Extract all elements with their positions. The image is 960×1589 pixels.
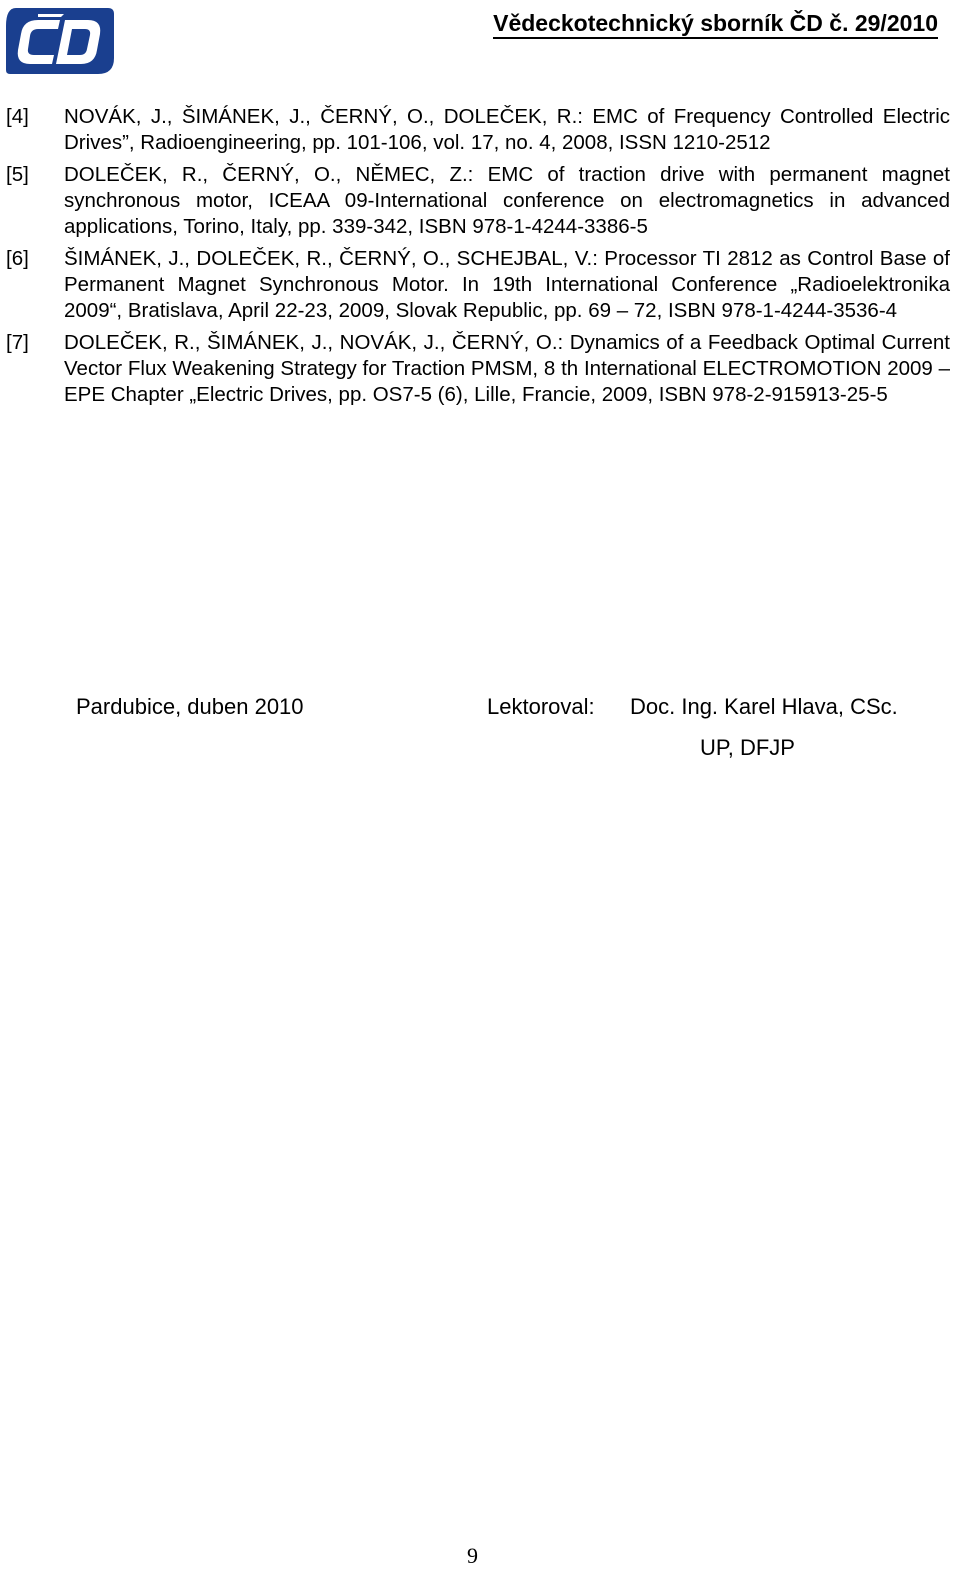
reviewer-label: Lektoroval: [487,694,595,719]
reference-text: DOLEČEK, R., ČERNÝ, O., NĚMEC, Z.: EMC of traction drive with permanent magnet synchronous motor, ICEAA 09-International conference on electromagnetics in advanced applications, Torino, Italy, pp. 339-342, ISBN 978-1-4244-3386-5 [64,163,950,238]
reference-number: [5] [6,163,29,186]
reference-text: DOLEČEK, R., ŠIMÁNEK, J., NOVÁK, J., ČERNÝ, O.: Dynamics of a Feedback Optimal Current Vector Flux Weakening Strategy for Traction PMSM, 8 th International ELECTROMOTION 2009 – EPE Chapter „Electric Drives, pp. OS7-5 (6), Lille, Francie, 2009, ISBN 978-2-915913-25-5 [64,331,950,406]
reference-item [6,246,950,324]
reviewer-name: Doc. Ing. Karel Hlava, CSc. [630,694,898,719]
reference-list [6,104,950,414]
reference-item [6,330,950,408]
reference-item [6,104,950,156]
page-number: 9 [467,1543,478,1568]
reference-text: NOVÁK, J., ŠIMÁNEK, J., ČERNÝ, O., DOLEČEK, R.: EMC of Frequency Controlled Electric Drives”, Radioengineering, pp. 101-106, vol. 17, no. 4, 2008, ISSN 1210-2512 [64,105,950,154]
reference-number: [4] [6,105,29,128]
reviewer-affiliation: UP, DFJP [700,735,795,760]
cd-logo-icon [4,4,116,78]
reference-number: [6] [6,247,29,270]
reference-item [6,162,950,240]
reference-text: ŠIMÁNEK, J., DOLEČEK, R., ČERNÝ, O., SCHEJBAL, V.: Processor TI 2812 as Control Base of Permanent Magnet Synchronous Motor. In 19th International Conference „Radioelektronika 2009“, Bratislava, April 22-23, 2009, Slovak Republic, pp. 69 – 72, ISBN 978-1-4244-3536-4 [64,247,950,322]
place-date: Pardubice, duben 2010 [76,694,304,719]
reference-number: [7] [6,331,29,354]
journal-title: Vědeckotechnický sborník ČD č. 29/2010 [493,10,938,39]
